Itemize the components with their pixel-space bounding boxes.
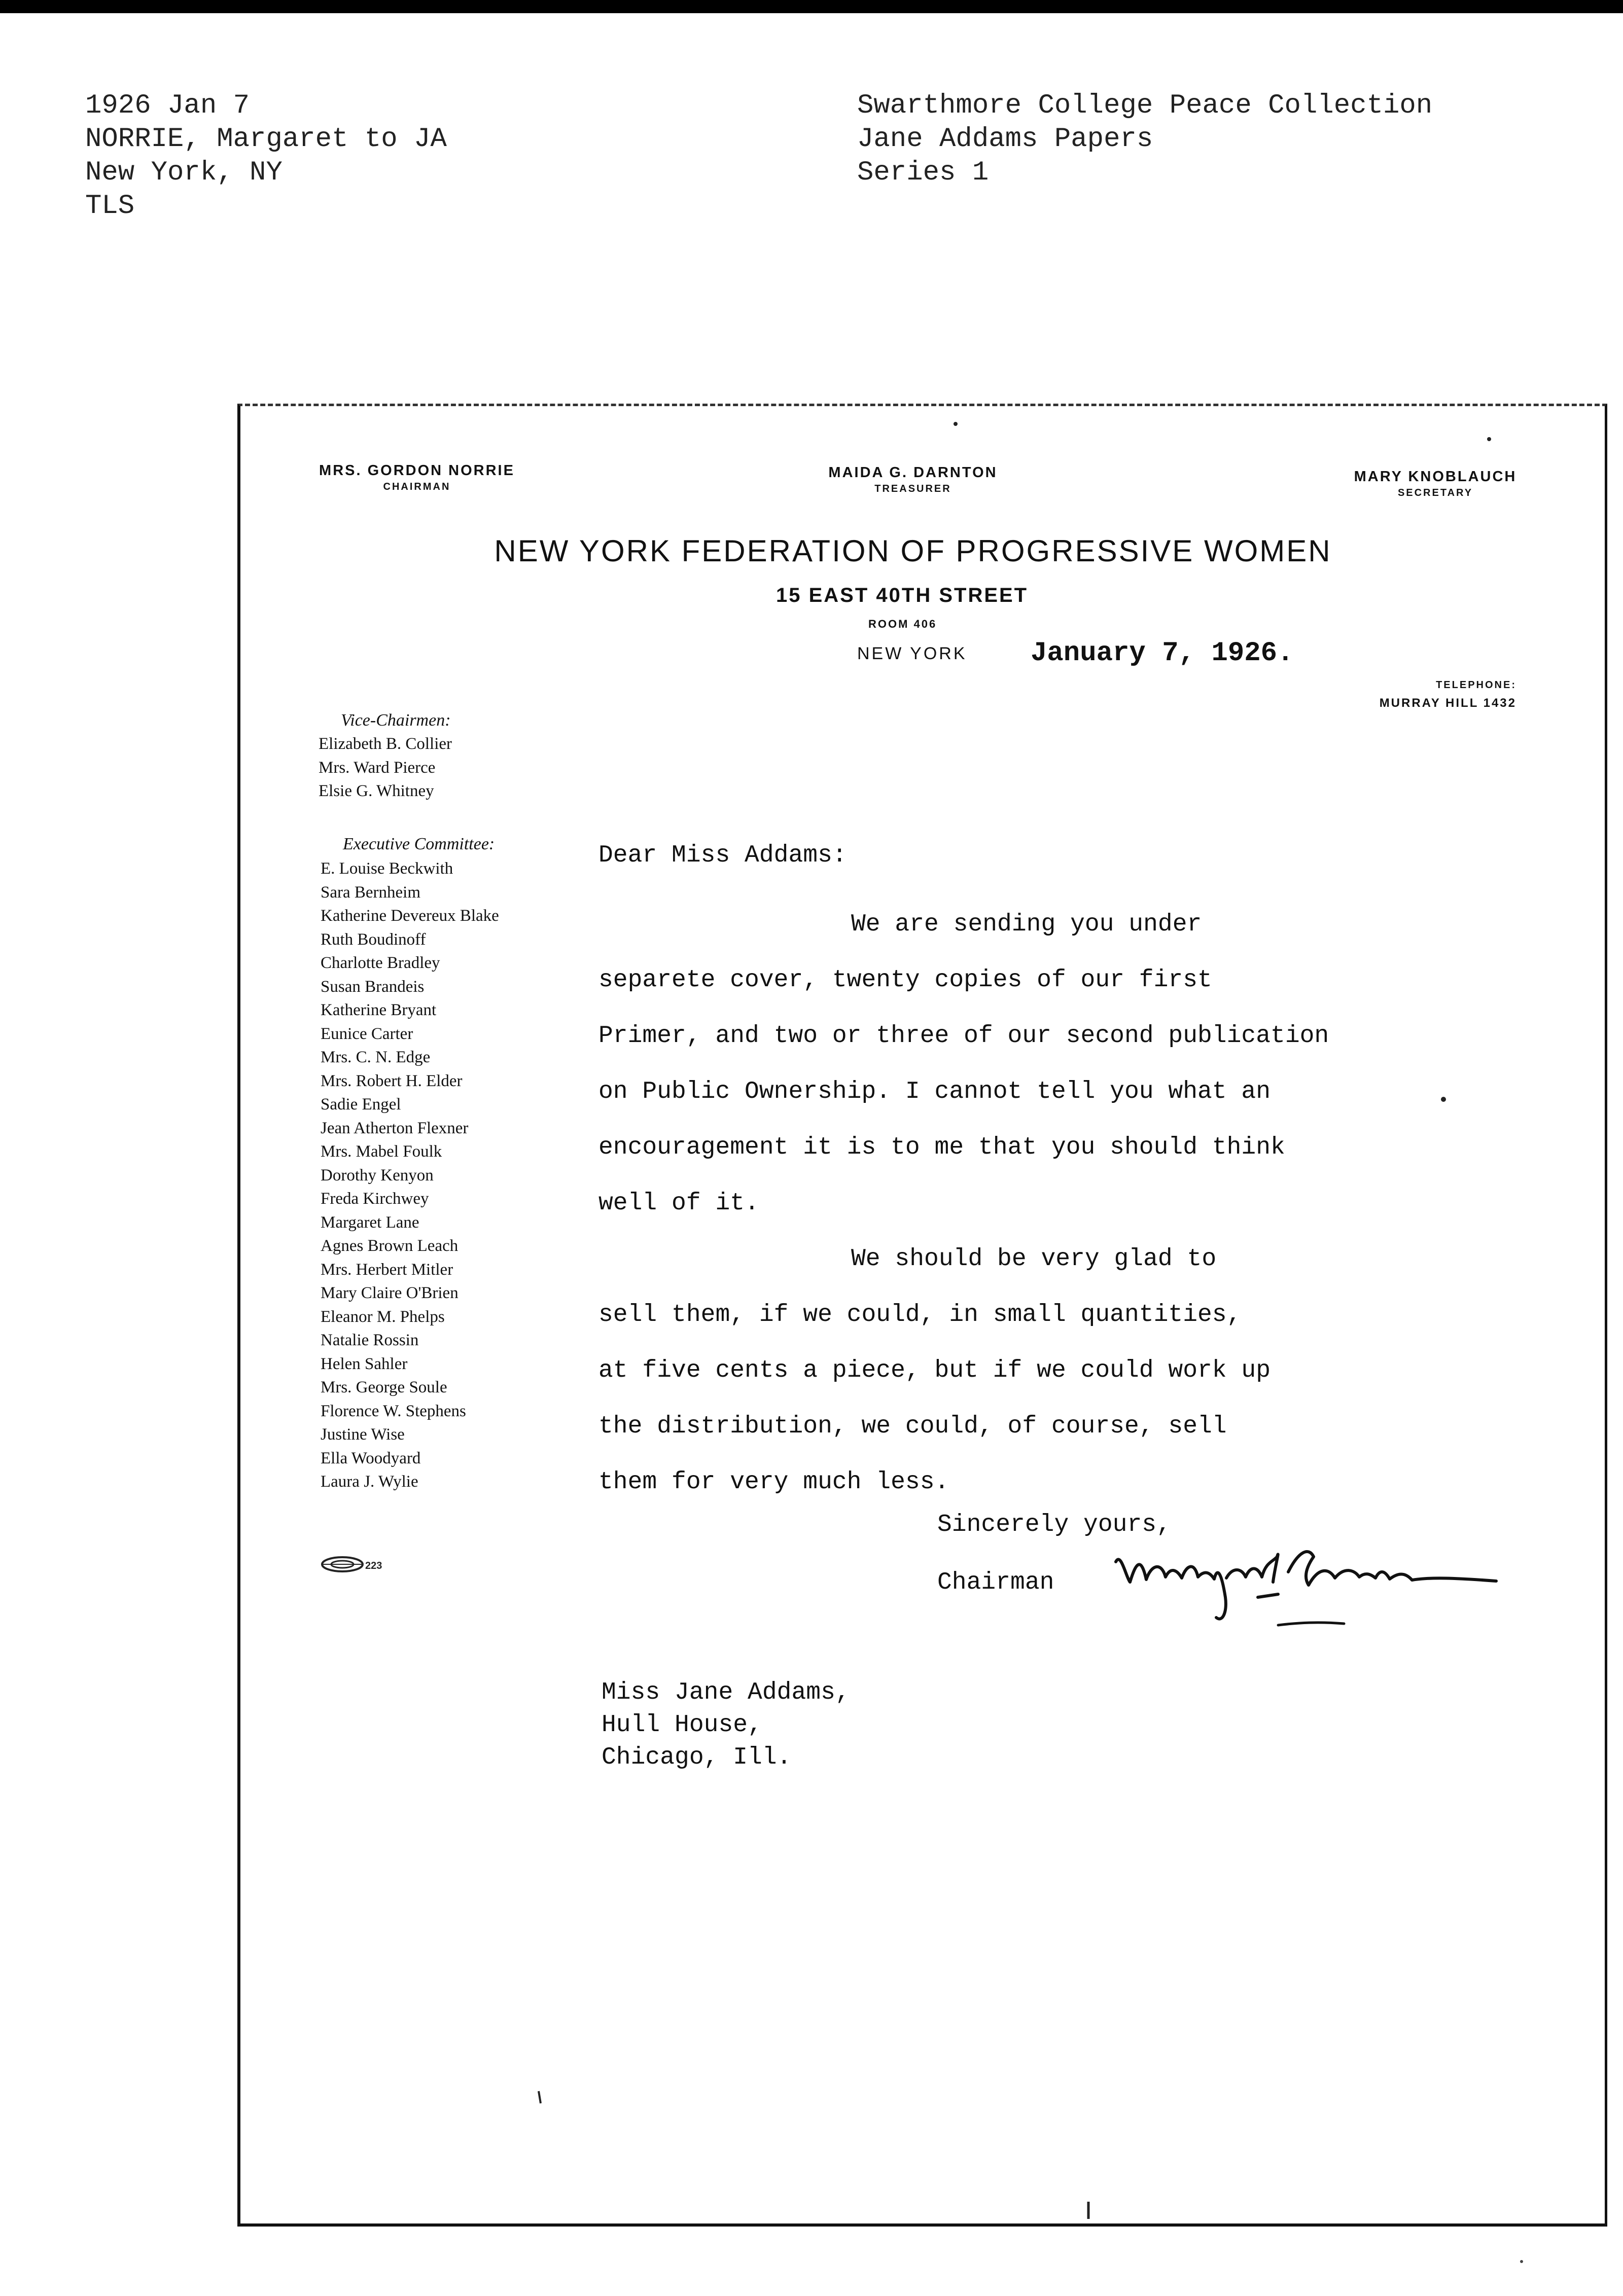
paragraph-line: Primer, and two or three of our second publication <box>598 1022 1329 1050</box>
committee-member-name: Katherine Bryant <box>321 1001 437 1019</box>
committee-member-name: Dorothy Kenyon <box>321 1166 434 1185</box>
paragraph-line: them for very much less. <box>598 1468 949 1496</box>
address-room: ROOM 406 <box>868 618 937 630</box>
officer-name: MARY KNOBLAUCH <box>1354 469 1517 485</box>
recipient-city: Chicago, Ill. <box>602 1744 792 1771</box>
committee-member-name: Ella Woodyard <box>321 1449 421 1467</box>
committee-member-name: Sara Bernheim <box>321 883 421 902</box>
committee-member-name: Mrs. Herbert Mitler <box>321 1260 453 1279</box>
paragraph-line: sell them, if we could, in small quantities, <box>598 1301 1242 1329</box>
officer-role: TREASURER <box>874 483 951 494</box>
officer-chairman <box>315 462 518 493</box>
recipient-name: Miss Jane Addams, <box>602 1679 850 1706</box>
letter-date: January 7, 1926. <box>1031 638 1294 669</box>
officer-name: MAIDA G. DARNTON <box>828 464 998 481</box>
address-city: NEW YORK <box>857 644 967 663</box>
handwritten-signature <box>1106 1541 1511 1633</box>
committee-member-name: Justine Wise <box>321 1425 405 1444</box>
archive-papers: Jane Addams Papers <box>857 124 1153 155</box>
union-label-number: 223 <box>365 1560 382 1571</box>
committee-member-name: Natalie Rossin <box>321 1331 419 1349</box>
archive-citation-left <box>85 89 447 223</box>
committee-member-name: Jean Atherton Flexner <box>321 1119 469 1137</box>
archive-document-type: TLS <box>85 191 135 222</box>
committee-member-name: Eunice Carter <box>321 1024 413 1043</box>
complimentary-close: Sincerely yours, <box>937 1511 1171 1538</box>
telephone-label: TELEPHONE: <box>1436 679 1516 691</box>
vice-chairmen-list <box>319 711 452 803</box>
committee-member-name: Helen Sahler <box>321 1354 408 1373</box>
committee-member-name: Florence W. Stephens <box>321 1402 466 1420</box>
paragraph-line: at five cents a piece, but if we could work up <box>598 1357 1271 1384</box>
archive-citation-right <box>857 89 1432 190</box>
committee-member-name: Margaret Lane <box>321 1213 419 1232</box>
committee-member-name: Elizabeth B. Collier <box>319 735 452 753</box>
officer-role: CHAIRMAN <box>383 481 451 492</box>
committee-member-name: Mrs. C. N. Edge <box>321 1048 431 1066</box>
committee-member-name: Sadie Engel <box>321 1095 401 1114</box>
paragraph-line: encouragement it is to me that you should think <box>598 1134 1285 1161</box>
paragraph-line: well of it. <box>598 1190 759 1217</box>
paragraph-line: We are sending you under <box>851 911 1202 938</box>
paragraph-line: We should be very glad to <box>851 1245 1217 1273</box>
archive-collection: Swarthmore College Peace Collection <box>857 90 1433 121</box>
scan-top-border <box>0 0 1623 13</box>
vice-chairmen-heading: Vice-Chairmen: <box>341 711 451 730</box>
officer-treasurer <box>812 464 1014 495</box>
committee-member-name: Mrs. Robert H. Elder <box>321 1071 463 1090</box>
officer-name: MRS. GORDON NORRIE <box>319 462 515 479</box>
committee-member-name: E. Louise Beckwith <box>321 859 453 878</box>
union-label-mark <box>320 1552 396 1577</box>
committee-member-name: Ruth Boudinoff <box>321 930 426 949</box>
committee-member-name: Charlotte Bradley <box>321 954 440 972</box>
committee-member-name: Laura J. Wylie <box>321 1473 418 1491</box>
committee-member-name: Susan Brandeis <box>321 977 425 996</box>
committee-member-name: Katherine Devereux Blake <box>321 907 499 925</box>
letter-paragraph-2 <box>598 1231 1271 1510</box>
organization-name: NEW YORK FEDERATION OF PROGRESSIVE WOMEN <box>494 534 1332 568</box>
recipient-address <box>602 1676 850 1774</box>
committee-member-name: Mary Claire O'Brien <box>321 1284 458 1302</box>
archive-correspondents: NORRIE, Margaret to JA <box>85 124 447 155</box>
paragraph-line: separete cover, twenty copies of our first <box>598 966 1212 994</box>
archive-place: New York, NY <box>85 157 283 188</box>
officer-role: SECRETARY <box>1397 487 1473 498</box>
archive-series: Series 1 <box>857 157 989 188</box>
recipient-street: Hull House, <box>602 1711 762 1739</box>
committee-member-name: Agnes Brown Leach <box>321 1237 458 1255</box>
salutation: Dear Miss Addams: <box>598 842 847 869</box>
committee-member-name: Elsie G. Whitney <box>319 782 434 800</box>
paragraph-line: the distribution, we could, of course, sell <box>598 1413 1227 1440</box>
signer-title: Chairman <box>937 1569 1054 1596</box>
committee-member-name: Eleanor M. Phelps <box>321 1307 445 1326</box>
telephone-block <box>1314 679 1516 710</box>
committee-member-name: Mrs. Ward Pierce <box>319 758 436 777</box>
committee-member-name: Mrs. George Soule <box>321 1378 447 1396</box>
officer-secretary <box>1329 469 1542 499</box>
committee-member-name: Mrs. Mabel Foulk <box>321 1142 442 1161</box>
executive-committee-heading: Executive Committee: <box>343 835 495 853</box>
letter-paragraph-1 <box>598 896 1329 1231</box>
executive-committee-names <box>321 857 499 1494</box>
archive-date: 1926 Jan 7 <box>85 90 250 121</box>
executive-committee-list <box>321 835 499 1494</box>
telephone-number: MURRAY HILL 1432 <box>1379 696 1516 710</box>
paragraph-line: on Public Ownership. I cannot tell you what an <box>598 1078 1271 1105</box>
address-street: 15 EAST 40TH STREET <box>776 584 1029 606</box>
committee-member-name: Freda Kirchwey <box>321 1190 429 1208</box>
vice-chairmen-names <box>319 732 452 803</box>
